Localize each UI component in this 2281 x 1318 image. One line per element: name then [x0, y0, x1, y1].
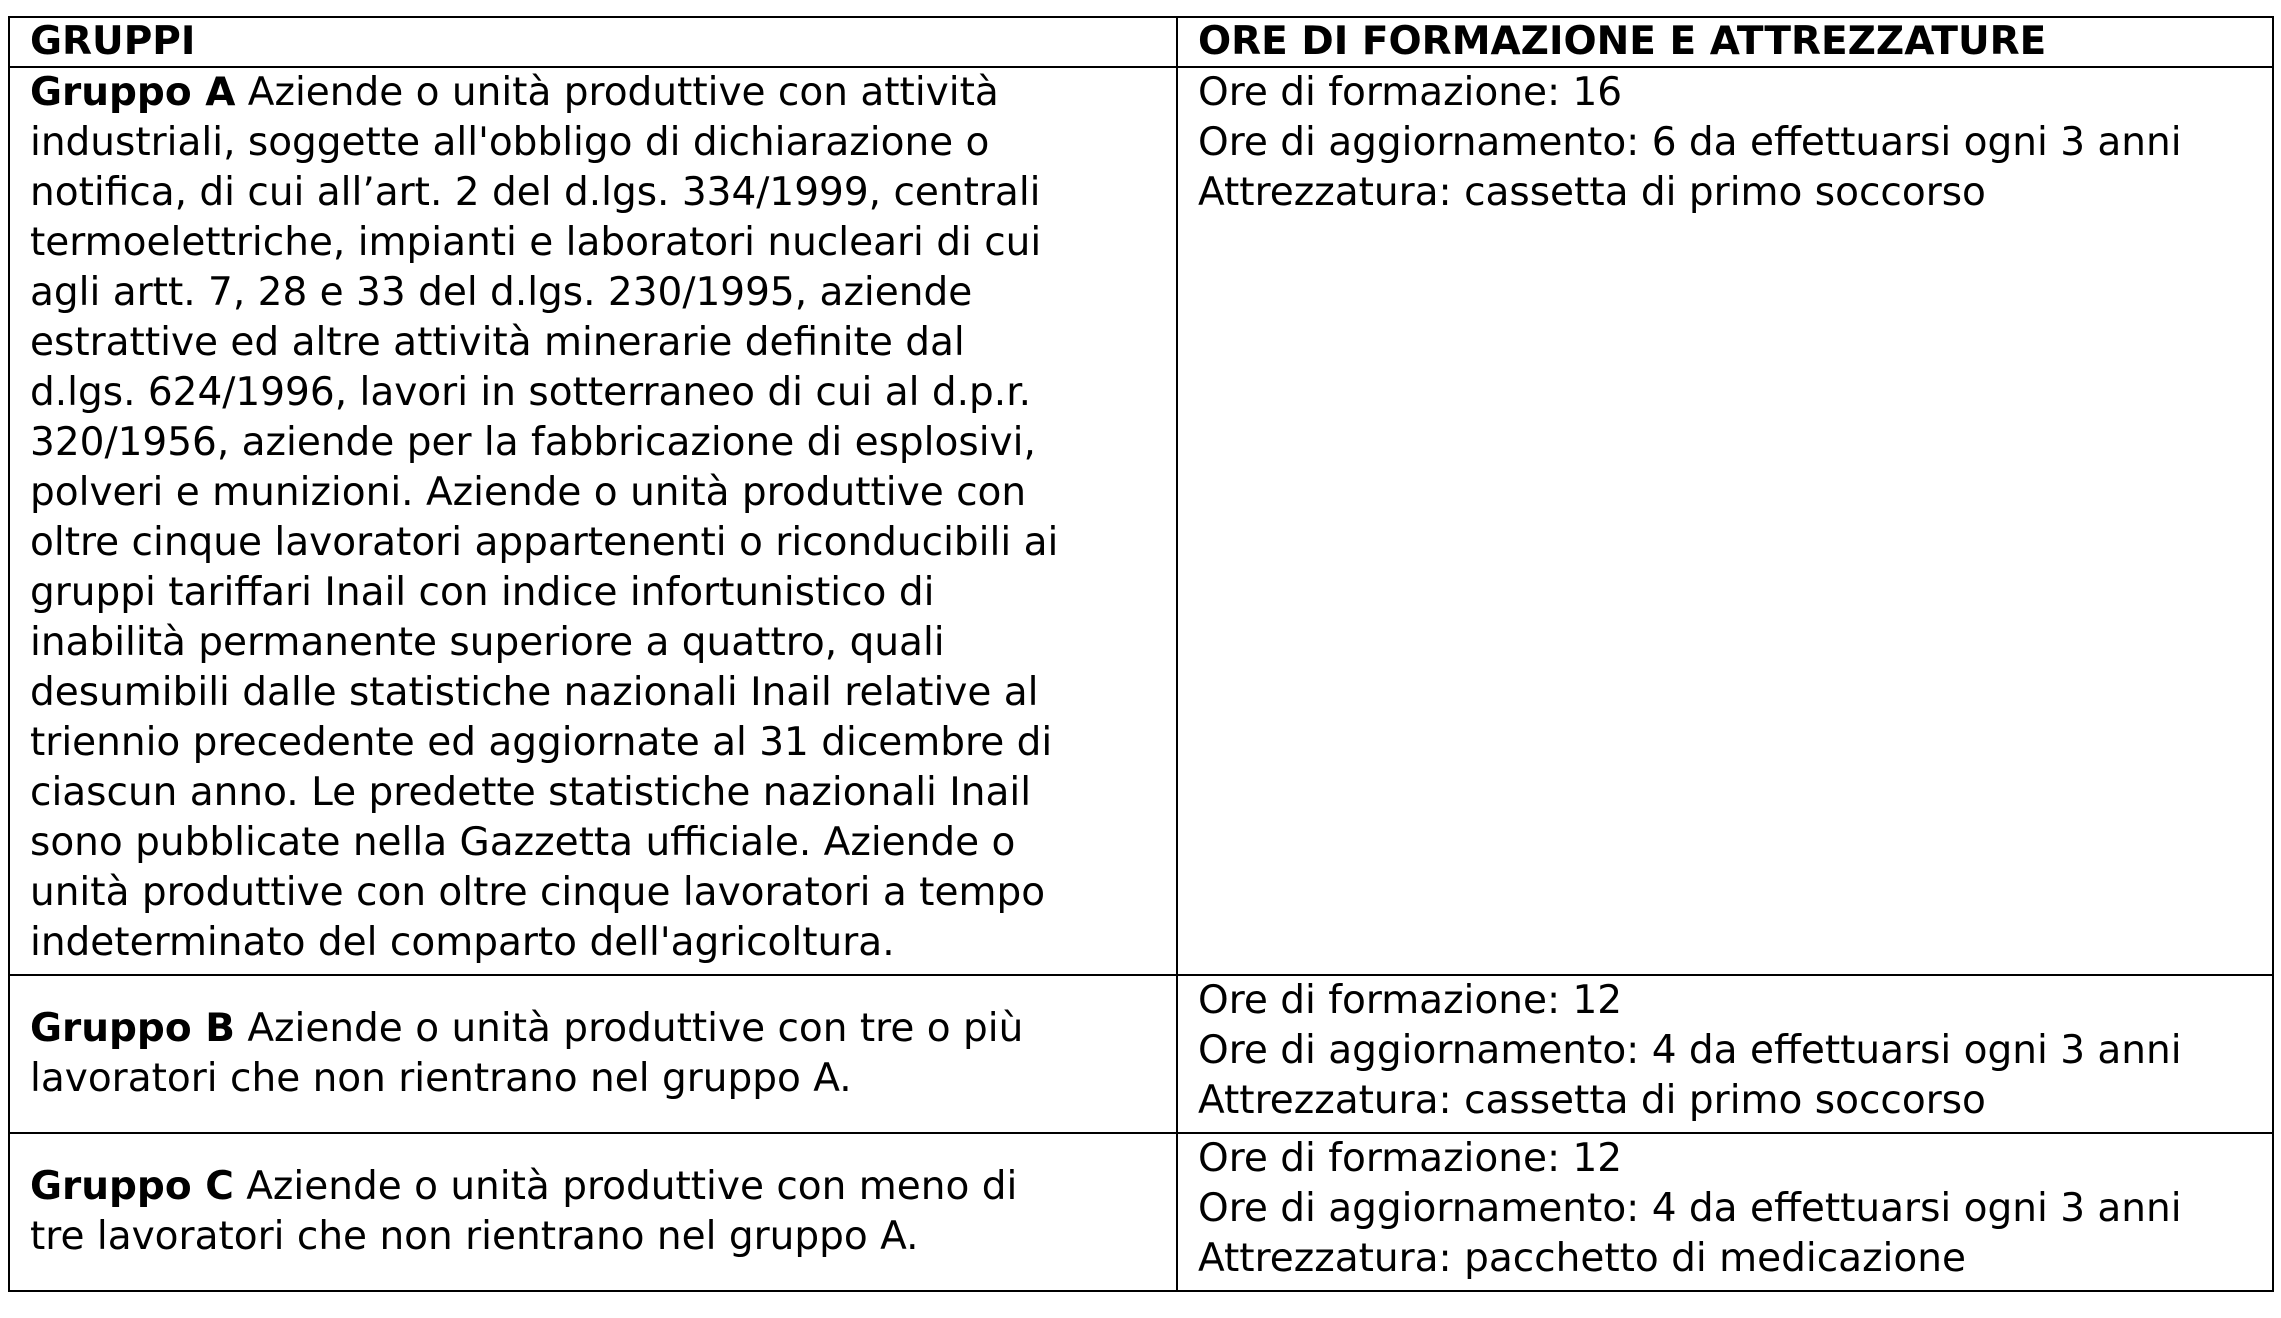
group-a-line: industriali, soggette all'obbligo di dichiarazione o	[30, 120, 990, 165]
group-a-line: Aziende o unità produttive con attività	[235, 70, 999, 115]
group-a-line: oltre cinque lavoratori appartenenti o riconducibili ai	[30, 520, 1059, 565]
group-a-line: unità produttive con oltre cinque lavoratori a tempo	[30, 870, 1046, 915]
group-a-line: ciascun anno. Le predette statistiche nazionali Inail	[30, 770, 1032, 815]
group-a-description	[9, 67, 1177, 975]
group-c-details	[1177, 1133, 2273, 1291]
ore-formazione: Ore di formazione: 16	[1198, 70, 1623, 115]
group-a-line: termoelettriche, impianti e laboratori nucleari di cui	[30, 220, 1042, 265]
group-a-first-line	[30, 68, 1176, 118]
group-a-details	[1177, 67, 2273, 975]
header-ore-formazione: ORE DI FORMAZIONE E ATTREZZATURE	[1177, 17, 2273, 67]
group-b-line: lavoratori che non rientrano nel gruppo A.	[30, 1056, 852, 1101]
group-b-details	[1177, 975, 2273, 1133]
group-a-line: notifica, di cui all’art. 2 del d.lgs. 334/1999, centrali	[30, 170, 1041, 215]
group-c-line: tre lavoratori che non rientrano nel gruppo A.	[30, 1214, 919, 1259]
group-c-description	[9, 1133, 1177, 1291]
group-a-line: triennio precedente ed aggiornate al 31 dicembre di	[30, 720, 1053, 765]
group-a-line: 320/1956, aziende per la fabbricazione di esplosivi,	[30, 420, 1036, 465]
group-a-line: gruppi tariffari Inail con indice infortunistico di	[30, 570, 935, 615]
ore-aggiornamento: Ore di aggiornamento: 4 da effettuarsi ogni 3 anni	[1198, 1186, 2182, 1231]
attrezzatura: Attrezzatura: pacchetto di medicazione	[1198, 1236, 1966, 1281]
group-c-name: Gruppo C	[30, 1164, 234, 1209]
group-b-name: Gruppo B	[30, 1006, 235, 1051]
attrezzatura: Attrezzatura: cassetta di primo soccorso	[1198, 170, 1986, 215]
table-header-row	[9, 17, 2273, 67]
table-row	[9, 1133, 2273, 1291]
group-a-line: indeterminato del comparto dell'agricoltura.	[30, 920, 895, 965]
group-a-line: agli artt. 7, 28 e 33 del d.lgs. 230/1995, aziende	[30, 270, 973, 315]
group-a-line: desumibili dalle statistiche nazionali Inail relative al	[30, 670, 1039, 715]
group-a-line: d.lgs. 624/1996, lavori in sotterraneo di cui al d.p.r.	[30, 370, 1032, 415]
attrezzatura: Attrezzatura: cassetta di primo soccorso	[1198, 1078, 1986, 1123]
group-b-line: Aziende o unità produttive con tre o più	[234, 1006, 1024, 1051]
group-b-first-line	[30, 1004, 1176, 1054]
group-a-line: polveri e munizioni. Aziende o unità produttive con	[30, 470, 1027, 515]
group-a-line: sono pubblicate nella Gazzetta ufficiale. Aziende o	[30, 820, 1016, 865]
ore-aggiornamento: Ore di aggiornamento: 4 da effettuarsi ogni 3 anni	[1198, 1028, 2182, 1073]
table-row	[9, 975, 2273, 1133]
group-c-first-line	[30, 1162, 1176, 1212]
ore-formazione: Ore di formazione: 12	[1198, 1136, 1623, 1181]
group-a-name: Gruppo A	[30, 70, 236, 115]
header-gruppi: GRUPPI	[9, 17, 1177, 67]
group-a-line: inabilità permanente superiore a quattro, quali	[30, 620, 945, 665]
group-c-line: Aziende o unità produttive con meno di	[233, 1164, 1018, 1209]
table-row	[9, 67, 2273, 975]
group-b-description	[9, 975, 1177, 1133]
ore-aggiornamento: Ore di aggiornamento: 6 da effettuarsi ogni 3 anni	[1198, 120, 2182, 165]
groups-table	[8, 16, 2274, 1292]
group-a-line: estrattive ed altre attività minerarie definite dal	[30, 320, 965, 365]
ore-formazione: Ore di formazione: 12	[1198, 978, 1623, 1023]
